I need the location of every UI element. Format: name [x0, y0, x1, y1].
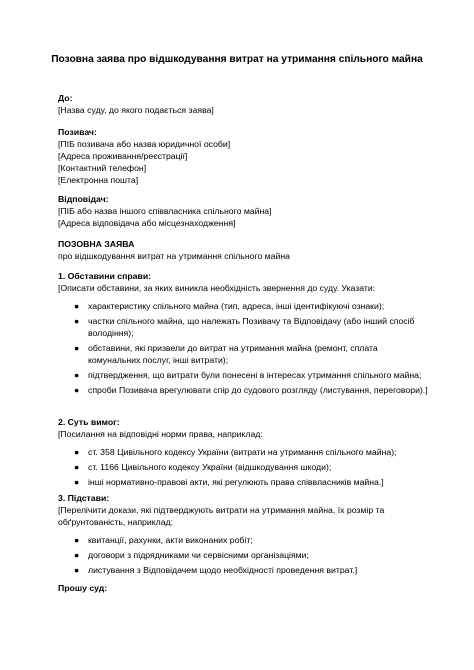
section-grounds [58, 492, 428, 576]
request-section [58, 582, 428, 594]
to-label: До: [58, 93, 73, 103]
list-item: ● договори з підрядниками чи сервісними організаціями; [74, 550, 309, 560]
list-item: ● підтвердження, що витрати були понесені в інтересах утримання спільного майна; [74, 370, 422, 380]
claim-header [58, 238, 428, 262]
defendant-address-line: [Адреса відповідача або місцезнаходження] [58, 218, 236, 228]
bullet-icon: ● [74, 462, 80, 472]
list-item: ● частки спільного майна, що належать Позивачу та Відповідачу (або інший спосіб володіння); [74, 316, 415, 338]
section2-heading: 2. Суть вимог: [58, 417, 120, 427]
request-heading: Прошу суд: [58, 583, 108, 593]
section3-list [58, 534, 428, 576]
to-section [58, 92, 428, 116]
defendant-label: Відповідач: [58, 194, 109, 204]
section-claims [58, 416, 428, 488]
bullet-icon: ● [74, 565, 80, 575]
plaintiff-address-line: [Адреса проживання/реєстрації] [58, 151, 188, 161]
list-item: ● квитанції, рахунки, акти виконаних робіт; [74, 535, 253, 545]
plaintiff-phone-line: [Контактний телефон] [58, 163, 147, 173]
bullet-icon: ● [74, 370, 80, 380]
bullet-icon: ● [74, 447, 80, 457]
plaintiff-section [58, 126, 428, 186]
defendant-section [58, 193, 428, 229]
bullet-icon: ● [74, 535, 80, 545]
section1-list [58, 300, 428, 396]
bullet-icon: ● [74, 385, 80, 395]
section1-heading: 1. Обставини справи: [58, 271, 152, 281]
defendant-name-line: [ПІБ або назва іншого співвласника спільного майна] [58, 206, 272, 216]
section-circumstances [58, 270, 428, 396]
plaintiff-label: Позивач: [58, 127, 97, 137]
list-item: ● обставини, які призвели до витрат на утримання майна (ремонт, сплата комунальних послуг, інші витрати); [74, 343, 378, 365]
list-item: ● інші нормативно-правові акти, які регулюють права співвласників майна.] [74, 477, 384, 487]
list-item: ● ст. 1166 Цивільного кодексу України (відшкодування шкоди); [74, 462, 332, 472]
bullet-icon: ● [74, 316, 80, 326]
bullet-icon: ● [74, 477, 80, 487]
bullet-icon: ● [74, 343, 80, 353]
section2-intro: [Посилання на відповідні норми права, наприклад: [58, 429, 263, 439]
section1-intro: [Описати обставини, за яких виникла необхідність звернення до суду. Указати: [58, 283, 376, 293]
bullet-icon: ● [74, 301, 80, 311]
document-title: Позовна заява про відшкодування витрат на утримання спільного майна [51, 54, 423, 65]
claim-subheading: про відшкодування витрат на утримання спільного майна [58, 251, 290, 261]
claim-heading: ПОЗОВНА ЗАЯВА [58, 239, 135, 249]
list-item: ● ст. 358 Цивільного кодексу України (витрати на утримання спільного майна); [74, 447, 397, 457]
bullet-icon: ● [74, 550, 80, 560]
section3-heading: 3. Підстави: [58, 493, 110, 503]
plaintiff-email-line: [Електронна пошта] [58, 175, 139, 185]
plaintiff-name-line: [ПІБ позивача або назва юридичної особи] [58, 139, 231, 149]
to-court-line: [Назва суду, до якого подається заява] [58, 105, 214, 115]
section3-intro: [Перелічити докази, які підтверджують витрати на утримання майна, їх розмір та обґрунтованість, наприклад: [58, 505, 385, 527]
list-item: ● листування з Відповідачем щодо необхідності проведення витрат.] [74, 565, 358, 575]
list-item: ● спроби Позивача врегулювати спір до судового розгляду (листування, переговори).] [74, 385, 428, 395]
section2-list [58, 446, 428, 488]
list-item: ● характеристику спільного майна (тип, адреса, інші ідентифікуючі ознаки); [74, 301, 385, 311]
